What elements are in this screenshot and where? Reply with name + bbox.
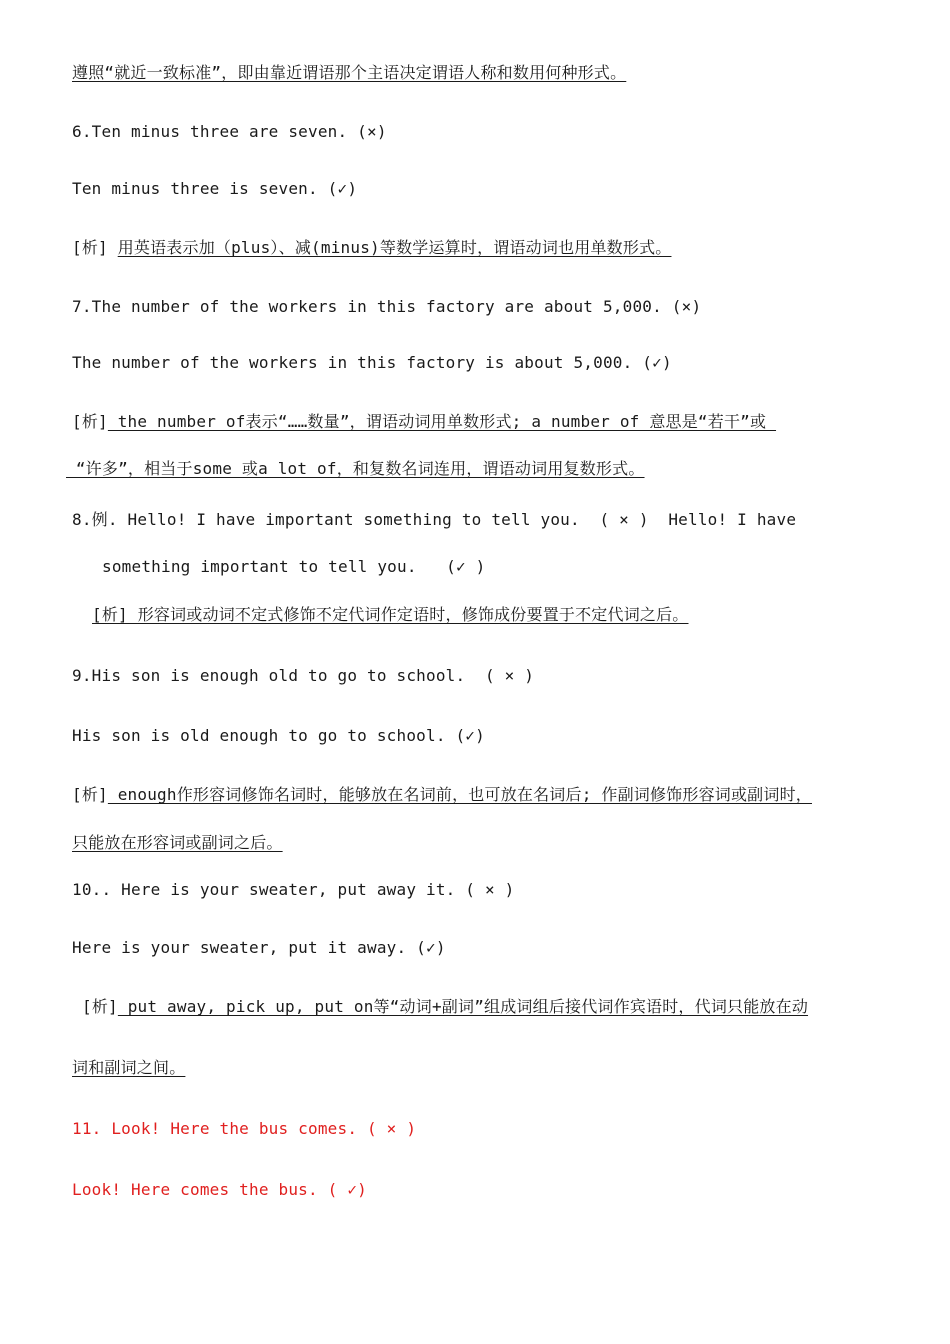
analysis-text: put away, pick up, put on等“动词+副词”组成词组后接代词作宾语时，代词只能放在动 — [117, 997, 809, 1016]
analysis-label: [析] — [72, 785, 108, 804]
example-8-wrong: 8.例. Hello! I have important something to tell you. ( × ) Hello! I have — [72, 510, 797, 529]
example-10-analysis-continued: 词和副词之间。 — [72, 1058, 186, 1077]
example-8-analysis: [析] 形容词或动词不定式修饰不定代词作定语时，修饰成份要置于不定代词之后。 — [92, 605, 689, 624]
analysis-text: the number of表示“……数量”，谓语动词用单数形式; a number of 意思是“若干”或 — [107, 412, 777, 431]
example-7-analysis-continued: “许多”，相当于some 或a lot of，和复数名词连用，谓语动词用复数形式。 — [66, 459, 645, 478]
example-9-analysis — [72, 784, 812, 806]
example-9-wrong: 9.His son is enough old to go to school. ( × ) — [72, 666, 535, 685]
example-9-correct: His son is old enough to go to school. (✓) — [72, 726, 485, 745]
analysis-label: [析] — [82, 997, 118, 1016]
example-7-wrong: 7.The number of the workers in this factory are about 5,000. (×) — [72, 297, 702, 316]
example-6-correct: Ten minus three is seven. (✓) — [72, 179, 358, 198]
analysis-text: enough作形容词修饰名词时，能够放在名词前，也可放在名词后; 作副词修饰形容词或副词时， — [107, 785, 812, 804]
example-7-analysis — [72, 411, 776, 433]
explanation-continued: 遵照“就近一致标准”，即由靠近谓语那个主语决定谓语人称和数用何种形式。 — [72, 63, 627, 82]
example-10-wrong: 10.. Here is your sweater, put away it. ( × ) — [72, 880, 515, 899]
example-10-correct: Here is your sweater, put it away. (✓) — [72, 938, 446, 957]
analysis-label: [析] — [72, 238, 118, 257]
example-6-wrong: 6.Ten minus three are seven. (×) — [72, 122, 387, 141]
example-8-correct: something important to tell you. (✓ ) — [102, 557, 486, 576]
example-11-wrong: 11. Look! Here the bus comes. ( × ) — [72, 1119, 417, 1138]
example-10-analysis — [82, 996, 808, 1018]
example-9-analysis-continued: 只能放在形容词或副词之后。 — [72, 833, 283, 852]
example-11-correct: Look! Here comes the bus. ( ✓) — [72, 1180, 367, 1199]
example-7-correct: The number of the workers in this factory is about 5,000. (✓) — [72, 353, 672, 372]
analysis-label: [析] — [72, 412, 108, 431]
example-6-analysis — [72, 237, 671, 259]
analysis-text: 用英语表示加（plus）、减(minus)等数学运算时，谓语动词也用单数形式。 — [117, 238, 672, 257]
